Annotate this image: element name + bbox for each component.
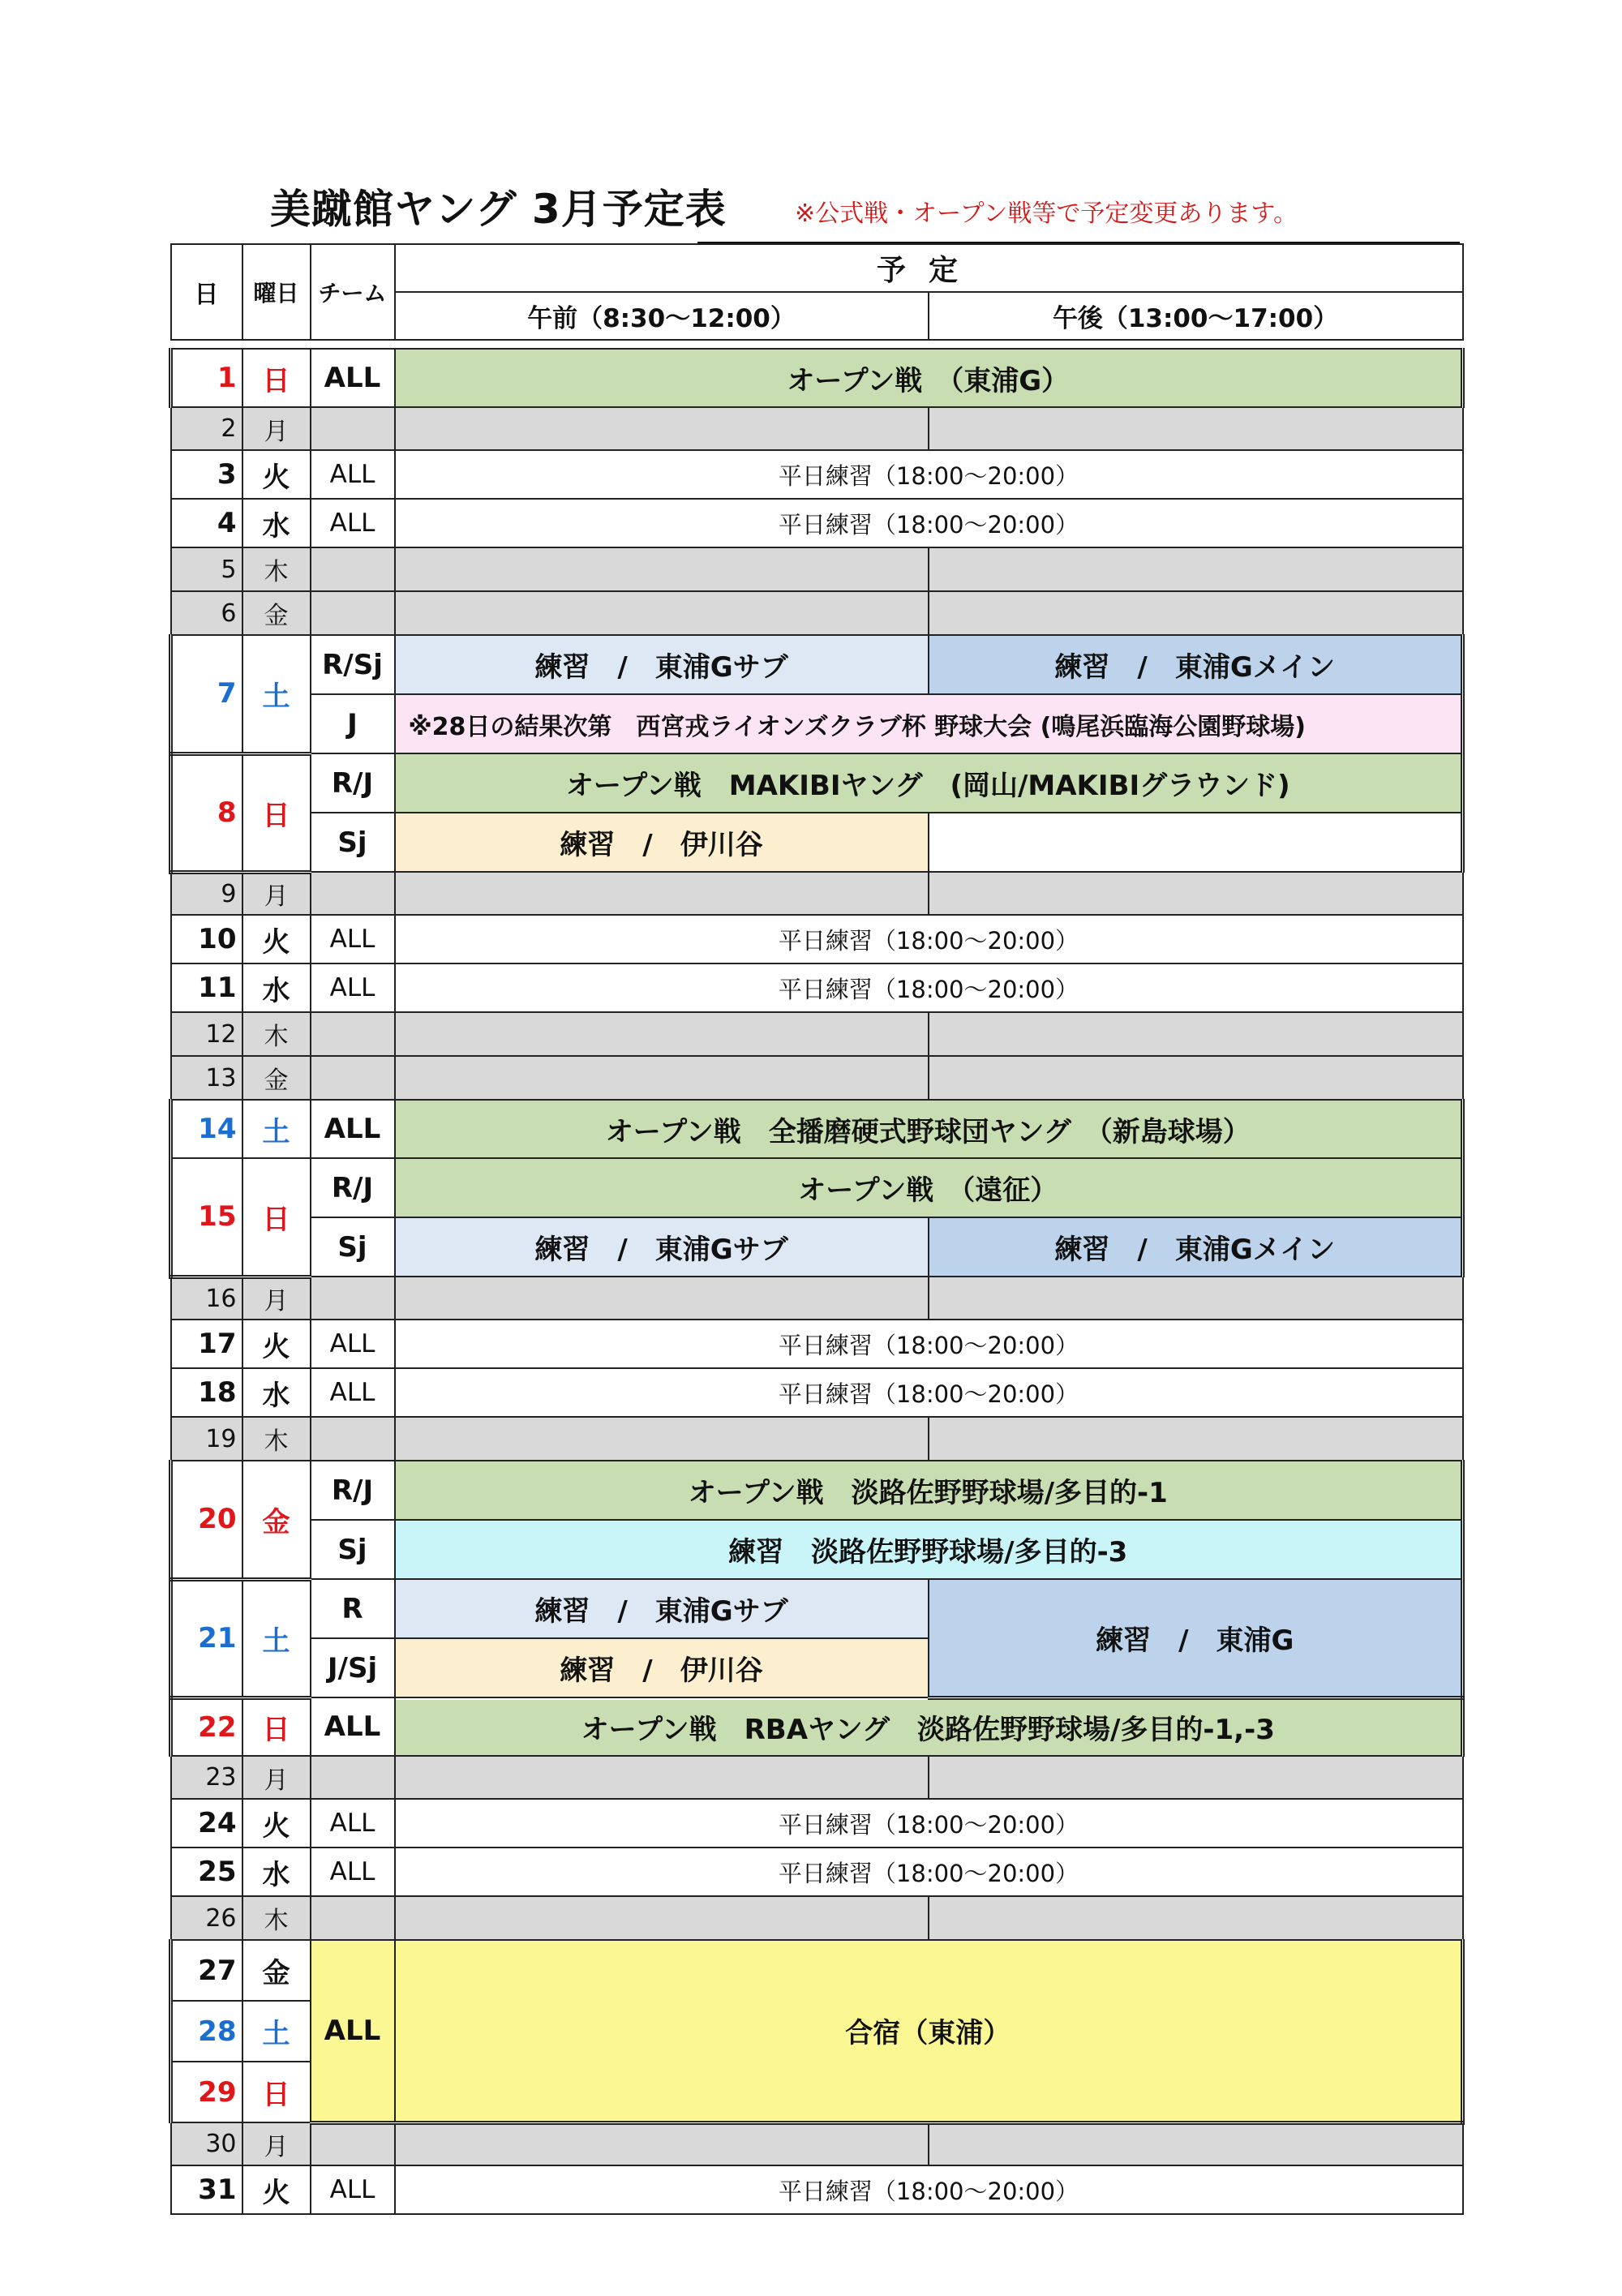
table-row	[171, 450, 1463, 499]
day-cell: 14	[171, 1100, 242, 1158]
table-row	[171, 1697, 1463, 1756]
table-row	[171, 499, 1463, 547]
am-cell: 練習 / 伊川谷	[395, 1638, 929, 1697]
table-row	[171, 1056, 1463, 1100]
team-cell: ALL	[311, 450, 395, 499]
weekday-cell: 日	[242, 753, 311, 872]
table-row	[171, 753, 1463, 813]
day-cell: 17	[171, 1320, 242, 1368]
table-row	[171, 1320, 1463, 1368]
day-cell: 18	[171, 1368, 242, 1417]
event-cell: 平日練習（18:00～20:00）	[395, 499, 1463, 547]
team-cell: R/J	[311, 753, 395, 813]
weekday-cell: 木	[242, 1417, 311, 1461]
team-cell: R/J	[311, 1158, 395, 1217]
table-row	[171, 694, 1463, 753]
day-cell: 28	[171, 2001, 242, 2062]
weekday-cell: 月	[242, 1277, 311, 1320]
weekday-cell: 日	[242, 1697, 311, 1756]
weekday-cell: 月	[242, 1756, 311, 1799]
day-cell: 8	[171, 753, 242, 872]
header-team: チーム	[311, 244, 395, 340]
team-cell: ALL	[311, 499, 395, 547]
team-cell: ALL	[311, 2165, 395, 2214]
weekday-cell: 月	[242, 2122, 311, 2165]
day-cell: 27	[171, 1940, 242, 2001]
table-row	[171, 1799, 1463, 1848]
team-cell: ALL	[311, 1100, 395, 1158]
day-cell: 30	[171, 2122, 242, 2165]
table-row	[171, 1579, 1463, 1638]
event-cell: オープン戦 （遠征）	[395, 1158, 1463, 1217]
weekday-cell: 金	[242, 1056, 311, 1100]
team-cell: ALL	[311, 1368, 395, 1417]
day-cell: 22	[171, 1697, 242, 1756]
team-cell: ALL	[311, 963, 395, 1012]
day-cell: 24	[171, 1799, 242, 1848]
pm-cell: 練習 / 東浦Gメイン	[929, 1217, 1463, 1277]
event-cell: 平日練習（18:00～20:00）	[395, 915, 1463, 963]
table-row	[171, 1277, 1463, 1320]
team-cell: Sj	[311, 813, 395, 872]
pm-cell: 練習 / 東浦G	[929, 1579, 1463, 1697]
table-row	[171, 2122, 1463, 2165]
event-cell: 平日練習（18:00～20:00）	[395, 963, 1463, 1012]
weekday-cell: 日	[242, 349, 311, 407]
event-cell: 平日練習（18:00～20:00）	[395, 1848, 1463, 1896]
am-cell: 練習 / 東浦Gサブ	[395, 1579, 929, 1638]
weekday-cell: 日	[242, 1158, 311, 1277]
team-cell: J	[311, 694, 395, 753]
page-title: 美蹴館ヤング 3月予定表	[270, 186, 727, 233]
day-cell: 4	[171, 499, 242, 547]
day-cell: 6	[171, 591, 242, 635]
header-am: 午前（8:30～12:00）	[395, 292, 929, 340]
team-cell: ALL	[311, 1940, 395, 2122]
weekday-cell: 月	[242, 872, 311, 915]
table-row	[171, 349, 1463, 407]
day-cell: 5	[171, 547, 242, 591]
weekday-cell: 火	[242, 915, 311, 963]
event-cell: オープン戦 RBAヤング 淡路佐野野球場/多目的-1,-3	[395, 1697, 1463, 1756]
weekday-cell: 土	[242, 2001, 311, 2062]
day-cell: 16	[171, 1277, 242, 1320]
header-day: 日	[171, 244, 242, 340]
weekday-cell: 木	[242, 547, 311, 591]
team-cell: R/J	[311, 1461, 395, 1520]
table-row	[171, 915, 1463, 963]
event-cell: 平日練習（18:00～20:00）	[395, 1799, 1463, 1848]
table-row	[171, 1461, 1463, 1520]
team-cell: J/Sj	[311, 1638, 395, 1697]
weekday-cell: 月	[242, 407, 311, 450]
change-notice: ※公式戦・オープン戦等で予定変更あります。	[795, 200, 1298, 228]
team-cell: R	[311, 1579, 395, 1638]
day-cell: 21	[171, 1579, 242, 1697]
day-cell: 13	[171, 1056, 242, 1100]
weekday-cell: 土	[242, 1579, 311, 1697]
day-cell: 20	[171, 1461, 242, 1579]
table-row	[171, 2165, 1463, 2214]
table-row	[171, 1158, 1463, 1217]
table-row	[171, 1217, 1463, 1277]
weekday-cell: 金	[242, 1461, 311, 1579]
weekday-cell: 木	[242, 1012, 311, 1056]
team-cell: ALL	[311, 349, 395, 407]
day-cell: 11	[171, 963, 242, 1012]
table-row	[171, 872, 1463, 915]
schedule-table	[169, 243, 1465, 2215]
table-row	[171, 1896, 1463, 1940]
weekday-cell: 金	[242, 1940, 311, 2001]
header-plan: 予定	[395, 244, 1463, 292]
weekday-cell: 木	[242, 1896, 311, 1940]
day-cell: 26	[171, 1896, 242, 1940]
weekday-cell: 土	[242, 635, 311, 753]
day-cell: 31	[171, 2165, 242, 2214]
table-row	[171, 1756, 1463, 1799]
event-cell: オープン戦 全播磨硬式野球団ヤング （新島球場）	[395, 1100, 1463, 1158]
am-cell: 練習 / 東浦Gサブ	[395, 635, 929, 694]
weekday-cell: 水	[242, 499, 311, 547]
day-cell: 25	[171, 1848, 242, 1896]
event-cell: 平日練習（18:00～20:00）	[395, 1320, 1463, 1368]
table-row	[171, 591, 1463, 635]
event-cell: オープン戦 （東浦G）	[395, 349, 1463, 407]
pm-cell: 練習 / 東浦Gメイン	[929, 635, 1463, 694]
weekday-cell: 金	[242, 591, 311, 635]
table-row	[171, 1940, 1463, 2001]
table-row	[171, 1848, 1463, 1896]
table-row	[171, 1100, 1463, 1158]
table-row	[171, 407, 1463, 450]
event-cell: 合宿（東浦）	[395, 1940, 1463, 2122]
day-cell: 10	[171, 915, 242, 963]
table-row	[171, 1012, 1463, 1056]
event-cell: ※28日の結果次第 西宮戎ライオンズクラブ杯 野球大会 (鳴尾浜臨海公園野球場)	[395, 694, 1463, 753]
event-cell: 平日練習（18:00～20:00）	[395, 450, 1463, 499]
team-cell: ALL	[311, 915, 395, 963]
weekday-cell: 火	[242, 1799, 311, 1848]
weekday-cell: 火	[242, 1320, 311, 1368]
weekday-cell: 水	[242, 1368, 311, 1417]
team-cell: ALL	[311, 1697, 395, 1756]
table-row	[171, 963, 1463, 1012]
event-cell: 平日練習（18:00～20:00）	[395, 2165, 1463, 2214]
day-cell: 1	[171, 349, 242, 407]
event-cell: 平日練習（18:00～20:00）	[395, 1368, 1463, 1417]
day-cell: 29	[171, 2062, 242, 2122]
header-weekday: 曜日	[242, 244, 311, 340]
table-row	[171, 1417, 1463, 1461]
header-pm: 午後（13:00～17:00）	[929, 292, 1463, 340]
am-cell: 練習 / 伊川谷	[395, 813, 929, 872]
table-row	[171, 1368, 1463, 1417]
team-cell: ALL	[311, 1799, 395, 1848]
weekday-cell: 水	[242, 963, 311, 1012]
weekday-cell: 水	[242, 1848, 311, 1896]
team-cell: R/Sj	[311, 635, 395, 694]
am-cell: 練習 / 東浦Gサブ	[395, 1217, 929, 1277]
day-cell: 23	[171, 1756, 242, 1799]
event-cell: オープン戦 淡路佐野野球場/多目的-1	[395, 1461, 1463, 1520]
day-cell: 19	[171, 1417, 242, 1461]
team-cell: Sj	[311, 1520, 395, 1579]
header-row	[171, 244, 1463, 292]
table-row	[171, 813, 1463, 872]
day-cell: 15	[171, 1158, 242, 1277]
day-cell: 7	[171, 635, 242, 753]
table-row	[171, 1520, 1463, 1579]
event-cell: オープン戦 MAKIBIヤング (岡山/MAKIBIグラウンド)	[395, 753, 1463, 813]
weekday-cell: 火	[242, 450, 311, 499]
day-cell: 9	[171, 872, 242, 915]
weekday-cell: 火	[242, 2165, 311, 2214]
table-row	[171, 547, 1463, 591]
table-row	[171, 635, 1463, 694]
team-cell: Sj	[311, 1217, 395, 1277]
event-cell: 練習 淡路佐野野球場/多目的-3	[395, 1520, 1463, 1579]
weekday-cell: 日	[242, 2062, 311, 2122]
team-cell: ALL	[311, 1848, 395, 1896]
weekday-cell: 土	[242, 1100, 311, 1158]
day-cell: 3	[171, 450, 242, 499]
day-cell: 2	[171, 407, 242, 450]
day-cell: 12	[171, 1012, 242, 1056]
team-cell: ALL	[311, 1320, 395, 1368]
